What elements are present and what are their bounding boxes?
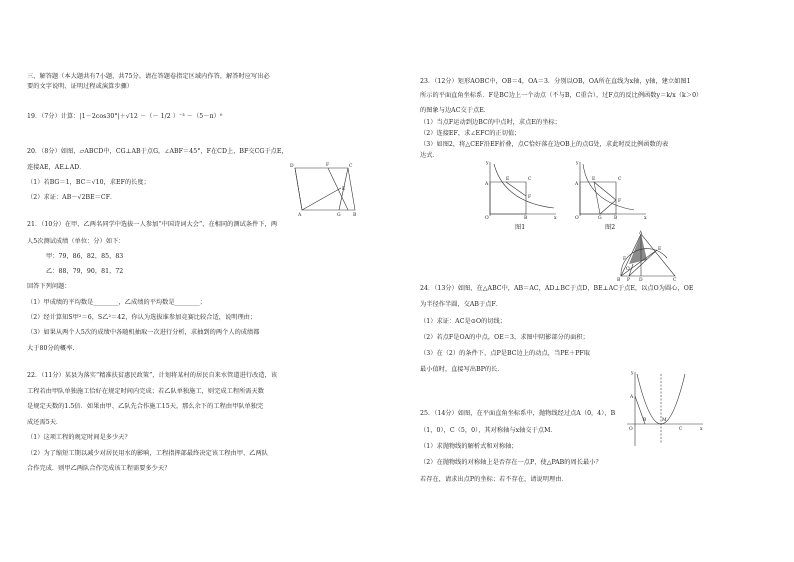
q25-line2: （1，0），C（5，0），其对称轴与x轴交于点M．	[420, 427, 557, 434]
fig2-label-c: C	[618, 177, 622, 182]
q21-line9: 大于80分的概率.	[27, 345, 75, 352]
fig20-label-g: G	[337, 213, 341, 218]
q23-line5: （2）连接EF，求∠EFC的正切值；	[420, 130, 521, 137]
q22-line4: 成还需5天．	[27, 419, 63, 426]
q22-line3: 是规定天数的1.5倍．如果由甲、乙队先合作施工15天，那么余下的工程由甲队单独完	[27, 403, 264, 410]
q24-line2: 为半径作半圆，交AB于点F．	[420, 301, 503, 308]
q22-line1: 22．（11分）某县为落实“精准扶贫惠民政策”，计划将某村的居民自来水管道进行改造，该	[27, 372, 278, 379]
fig1-label-c: C	[528, 177, 532, 182]
fig25-label-b: B	[643, 418, 647, 423]
fig2-label-o: O	[575, 216, 579, 220]
fig25-label-x: x	[700, 427, 703, 432]
fig20-label-d: D	[290, 164, 294, 169]
left-column	[27, 0, 397, 562]
fig2-label-e: E	[592, 177, 596, 182]
fig2-label-x: x	[644, 216, 647, 220]
q25-parabola-figure	[623, 368, 705, 448]
q19-text: 19．（7分）计算：|1－2cos30°|＋√12 －（－ 1/2 ）⁻³ －（5－π）⁰	[27, 113, 223, 120]
q22-line5: （1）这项工程的规定时间是多少天？	[27, 434, 131, 441]
fig24-label-b: B	[617, 278, 621, 282]
fig20-label-c: C	[349, 164, 353, 169]
q21-line8: （3）如果从两个人5次的成绩中各随机抽取一次进行分析，求抽到的两个人的成绩都	[27, 329, 260, 336]
q24-line3: （1）求证：AC是⊙O的切线；	[420, 318, 507, 325]
fig2-label-y: y	[576, 161, 579, 166]
q23-line3: 的图象与边AC交于点E．	[420, 107, 491, 114]
q24-triangle-figure	[617, 230, 679, 282]
fig25-label-c: C	[679, 427, 683, 432]
fig2-label-a: A	[575, 182, 579, 187]
fig24-label-o: O	[626, 267, 630, 272]
q24-line1: 24．（13分）如图，在△ABC中，AB＝AC，AD⊥BC于点D，BE⊥AC于点E，以点O为圆心，OE	[420, 285, 694, 292]
fig2-label-b: B	[614, 216, 618, 220]
q21-line7: （2）经计算知S甲²＝6，S乙²＝42，你认为选拔谁参加竞赛比较合适，说明理由；	[27, 314, 257, 321]
q21-line4: 乙：88，79，90，81，72	[46, 268, 124, 275]
fig25-label-a: A	[630, 395, 634, 400]
q21-line3: 甲：79，86，82，85，83	[46, 253, 124, 260]
q23-line7: 达式．	[420, 152, 439, 159]
fig24-label-f: F	[623, 257, 627, 262]
fig1-label-e: E	[506, 177, 510, 182]
q21-line2: 人5次测试成绩（单位：分）如下：	[27, 238, 125, 245]
q23-figure-1	[480, 158, 560, 220]
fig1-label-x: x	[554, 216, 557, 220]
q23-line6: （3）如图2，将△CEF沿EF折叠，点C恰好落在边OB上的点G处，求此时反比例函数的表	[420, 141, 669, 148]
fig1-label-a: A	[485, 182, 489, 187]
fig1-label-f: F	[528, 195, 532, 200]
fig25-label-y: y	[631, 371, 634, 376]
fig1-label-o: O	[485, 216, 489, 220]
q25-line3: （1）求抛物线的解析式和对称轴；	[420, 443, 518, 450]
fig20-label-f: F	[326, 163, 330, 168]
q22-line2: 工程若由甲队单独施工恰好在规定时间内完成；若乙队单独施工，则完成工程所需天数	[27, 388, 265, 395]
q20-parallelogram-figure	[285, 160, 360, 218]
fig25-label-m: M	[662, 418, 667, 423]
q22-line7: 合作完成．则甲乙两队合作完成该工程需要多少天？	[27, 465, 171, 472]
q25-line5: 若存在，请求出点P的坐标；若不存在，请说明理由．	[420, 476, 568, 483]
fig20-label-a: A	[298, 213, 302, 218]
q20-line3: （1）若BG＝1，BC＝√10，求EF的长度；	[27, 179, 150, 186]
fig2-caption: 图2	[605, 224, 616, 231]
q23-line1: 23．（12分）矩形AOBC中，OB＝4，OA＝3．分别以OB，OA所在直线为x轴，y轴，建立如图1	[420, 78, 691, 85]
section-header-line2: 要的文字说明、证明过程或演算步骤）	[27, 83, 134, 90]
q23-figure-2	[570, 158, 650, 220]
q25-line4: （2）在抛物线的对称轴上是否存在一点P，使△PAB的周长最小？	[420, 459, 602, 466]
fig24-label-c: C	[673, 278, 677, 282]
q24-line5: （3）在（2）的条件下，点P是BC边上的动点，当PE＋PF取	[420, 350, 591, 357]
q22-line6: （2）为了缩短工期以减少对居民用水的影响，工程指挥部最终决定该工程由甲、乙两队	[27, 450, 269, 457]
q24-line4: （2）若点F是OA的中点，OE＝3，求图中阴影部分的面积；	[420, 334, 589, 341]
q20-line1: 20．（8分）如图，▱ABCD中，CG⊥AB于点G，∠ABF＝45°，F在CD上，BF交CG于点E，	[27, 148, 288, 155]
q20-line2: 连接AE，AE⊥AD．	[27, 164, 86, 171]
section-header-line1: 三、解答题（本大题共有7小题，共75分。请在答题卷指定区域内作答，解答时应写出必	[27, 73, 270, 80]
q21-line5: 回答下列问题：	[27, 283, 71, 290]
q23-line4: （1）当点F运动到边BC的中点时，求点E的坐标；	[420, 119, 561, 126]
fig24-label-a: A	[639, 231, 643, 236]
fig25-label-o: O	[629, 427, 633, 432]
fig1-label-b: B	[524, 216, 528, 220]
fig2-label-f: F	[618, 199, 622, 204]
q21-line1: 21．（10分）在甲、乙两名同学中选拔一人参加“中国诗词大会”，在相同的测试条件下，两	[27, 221, 278, 228]
q23-line2: 所示的平面直角坐标系．F是BC边上一个动点（不与B，C重合），过F点的反比例函数y＝k/x（k＞0）	[420, 92, 703, 99]
fig1-caption: 图1	[515, 224, 526, 231]
q20-line4: （2）求证：AB－√2BE＝CF．	[27, 194, 117, 201]
fig20-label-e: E	[342, 187, 346, 192]
fig24-label-e: E	[658, 247, 662, 252]
q24-line6: 最小值时，直接写出BP的长．	[420, 366, 504, 373]
fig24-label-p: P	[627, 278, 631, 282]
q21-line6: （1）甲成绩的平均数是________，乙成绩的平均数是________；	[27, 299, 207, 306]
fig2-label-g: G	[598, 216, 602, 220]
fig1-label-y: y	[486, 161, 489, 166]
fig20-label-b: B	[353, 213, 357, 218]
q25-line1: 25．（14分）如图，在平面直角坐标系中，抛物线经过点A（0，4），B	[420, 410, 616, 417]
fig24-label-d: D	[639, 278, 643, 282]
right-column	[420, 0, 790, 562]
